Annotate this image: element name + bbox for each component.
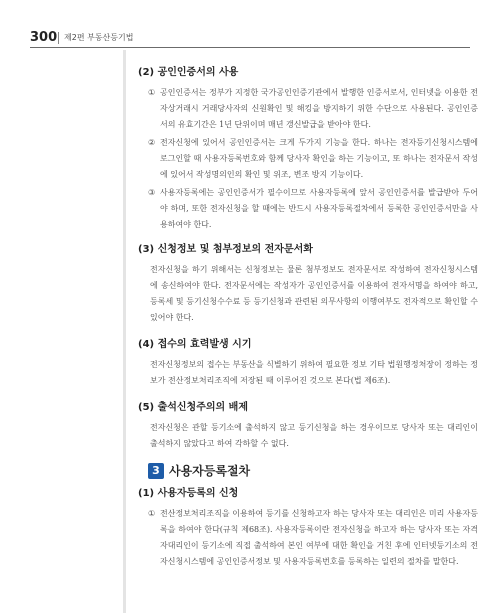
list-item xyxy=(148,85,478,133)
section-body: 전자신청정보의 접수는 부동산을 식별하기 위하여 필요한 정보 기타 법원행정처장이 정하는 정보가 전산정보처리조직에 저장된 때 이루어진 것으로 본다(법 제6조). xyxy=(150,360,478,385)
list-item xyxy=(148,135,478,183)
header-separator xyxy=(58,32,59,44)
list-item-text: 전자신청에 있어서 공인인증서는 크게 두가지 기능을 한다. 하나는 전자등기신청시스템에 로그인할 때 사용자등록번호와 함께 당사자 확인을 하는 기능이고, 또 하나는 전자문서 작성에 있어서 작성명의인의 확인 및 위조, 변조 방지 기능이다. xyxy=(160,138,478,179)
header-divider xyxy=(30,47,470,48)
page-header xyxy=(0,0,500,48)
list-marker: ② xyxy=(148,138,156,147)
chapter-title: 제2편 부동산등기법 xyxy=(64,33,134,42)
list-marker: ① xyxy=(148,509,156,518)
section-heading-attendance-exclusion: (5) 출석신청주의의 배제 xyxy=(138,402,249,413)
page-content xyxy=(138,66,478,572)
list-item xyxy=(148,506,478,570)
list-item xyxy=(148,185,478,233)
section-heading-electronic-documents: (3) 신청정보 및 첨부정보의 전자문서화 xyxy=(138,244,313,255)
list-marker: ① xyxy=(148,88,156,97)
list-marker: ③ xyxy=(148,188,156,197)
list-item-text: 사용자등록에는 공인인증서가 필수이므로 사용자등록에 앞서 공인인증서를 발급받아 두어야 하며, 또한 전자신청을 할 때에는 반드시 사용자등록절차에서 등록한 공인인증서만을 사용하여야 한다. xyxy=(160,188,478,229)
section-heading-user-registration-request: (1) 사용자등록의 신청 xyxy=(138,488,239,499)
section-body: 전자신청을 하기 위해서는 신청정보는 물론 첨부정보도 전자문서로 작성하여 전자신청시스템에 송신하여야 한다. 전자문서에는 작성자가 공인인증서를 이용하여 전자서명을 하여야 하고, 등록세 및 등기신청수수료 등 등기신청과 관련된 의무사항의 이행여부도 전자적으로 확인할 수 있어야 한다. xyxy=(150,265,478,322)
section-heading-public-certificate: (2) 공인인증서의 사용 xyxy=(138,67,239,78)
list-item-text: 공인인증서는 정부가 지정한 국가공인인증기관에서 발행한 인증서로서, 인터넷을 이용한 전자상거래시 거래당사자의 신원확인 및 해킹을 방지하기 위한 수단으로 사용된다. 공인인증서의 유효기간은 1년 단위이며 매년 갱신발급을 받아야 한다. xyxy=(160,88,478,129)
section-body: 전자신청은 관할 등기소에 출석하지 않고 등기신청을 하는 경우이므로 당사자 또는 대리인이 출석하지 않았다고 하여 각하할 수 없다. xyxy=(150,423,478,448)
margin-rule xyxy=(123,50,126,613)
section-number-badge: 3 xyxy=(148,463,164,479)
chapter-heading-user-registration xyxy=(148,462,478,479)
section-heading-receipt-effect: (4) 접수의 효력발생 시기 xyxy=(138,339,252,350)
page-number: 300 xyxy=(30,30,58,45)
chapter-heading-title: 사용자등록절차 xyxy=(169,464,251,478)
list-item-text: 전산정보처리조직을 이용하여 등기를 신청하고자 하는 당사자 또는 대리인은 미리 사용자등록을 하여야 한다(규칙 제68조). 사용자등록이란 전자신청을 하고자 하는 당사자 또는 자격자대리인이 등기소에 직접 출석하여 본인 여부에 대한 확인을 거친 후에 인터넷등기소의 전자신청시스템에 공인인증서정보 및 사용자등록번호를 등록하는 일련의 절차를 말한다. xyxy=(160,509,478,566)
